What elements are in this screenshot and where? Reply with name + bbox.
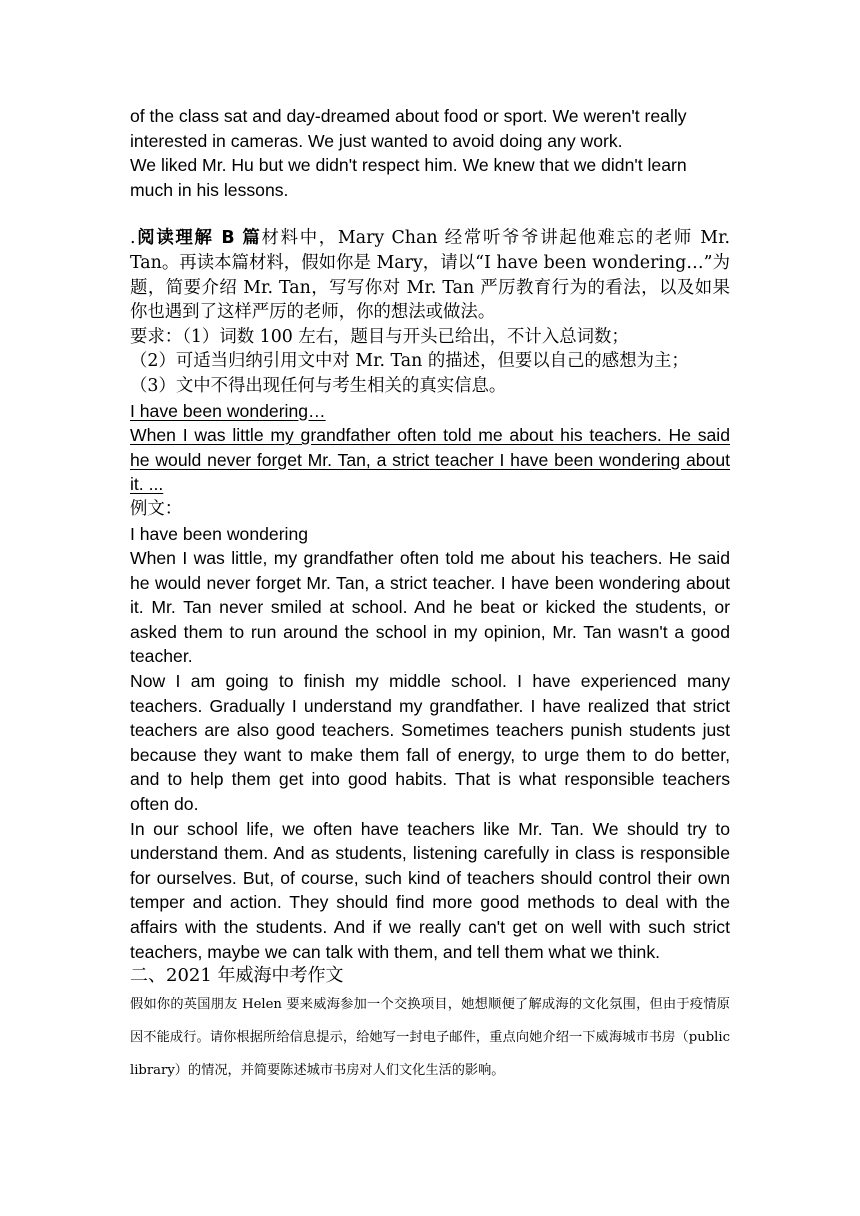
intro-paragraph: We liked Mr. Hu but we didn't respect him. We knew that we didn't learn much in his lessons. <box>130 155 687 200</box>
section-heading: 二、2021 年威海中考作文 <box>130 965 344 987</box>
task-requirement: 要求：（1）词数 100 左右，题目与开头已给出，不计入总词数； <box>130 326 629 347</box>
sample-paragraph: Now I am going to finish my middle school. I have experienced many teachers. Gradually I understand my grandfather. I have realized that strict teachers are also good teachers. Sometimes teachers punish students just because they want to make them fall of energy, to urge them to do better, and to help them get into good habits. That is what responsible teachers often do. <box>130 671 730 815</box>
task-bold-label: 阅读理解 B 篇 <box>135 228 262 249</box>
sample-paragraph: In our school life, we often have teachers like Mr. Tan. We should try to understand them. And as students, listening carefully in class is responsible for ourselves. But, of course, such kind of teachers should control their own temper and action. They should find more good methods to deal with the affairs with the students. And if we really can't get on well with such strict teachers, maybe we can talk with them, and tell them what we think. <box>130 818 730 962</box>
task-requirement: （2）可适当归纳引用文中对 Mr. Tan 的描述，但要以自己的感想为主； <box>130 351 689 372</box>
sample-label: 例文： <box>130 498 183 519</box>
page-content <box>130 104 730 1087</box>
sample-paragraph: When I was little, my grandfather often told me about his teachers. He said he would never forget Mr. Tan, a strict teacher. I have been wondering about it. Mr. Tan never smiled at school. And he beat or kicked the students, or asked them to run around the school in my opinion, Mr. Tan wasn't a good teacher. <box>130 548 730 667</box>
task-text: 材料中，Mary Chan 经常听爷爷讲起他难忘的老师 Mr. Tan。再读本篇材料，假如你是 Mary，请以“I have been wondering…”为题，简要介绍 Mr. Tan，写写你对 Mr. Tan 严厉教育行为的看法，以及如果你也遇到了这样严厉的老师，你的想法或做法。 <box>130 228 730 323</box>
given-opening: When I was little my grandfather often told me about his teachers. He said he would never forget Mr. Tan, a strict teacher I have been wondering about it. ... <box>130 425 730 495</box>
spacer <box>130 202 730 226</box>
given-title: I have been wondering… <box>130 400 326 421</box>
task-instructions <box>130 226 730 324</box>
task-requirement: （3）文中不得出现任何与考生相关的真实信息。 <box>130 375 507 396</box>
sample-title: I have been wondering <box>130 523 309 544</box>
section-prompt: 假如你的英国朋友 Helen 要来威海参加一个交换项目，她想顺便了解成海的文化氛围，但由于疫情原因不能成行。请你根据所给信息提示，给她写一封电子邮件，重点向她介绍一下威海城市书房（public library）的情况，并简要陈述城市书房对人们文化生活的影响。 <box>130 997 730 1079</box>
intro-paragraph: of the class sat and day-dreamed about food or sport. We weren't really interested in cameras. We just wanted to avoid doing any work. <box>130 106 687 151</box>
task-prefix: . <box>130 228 136 249</box>
